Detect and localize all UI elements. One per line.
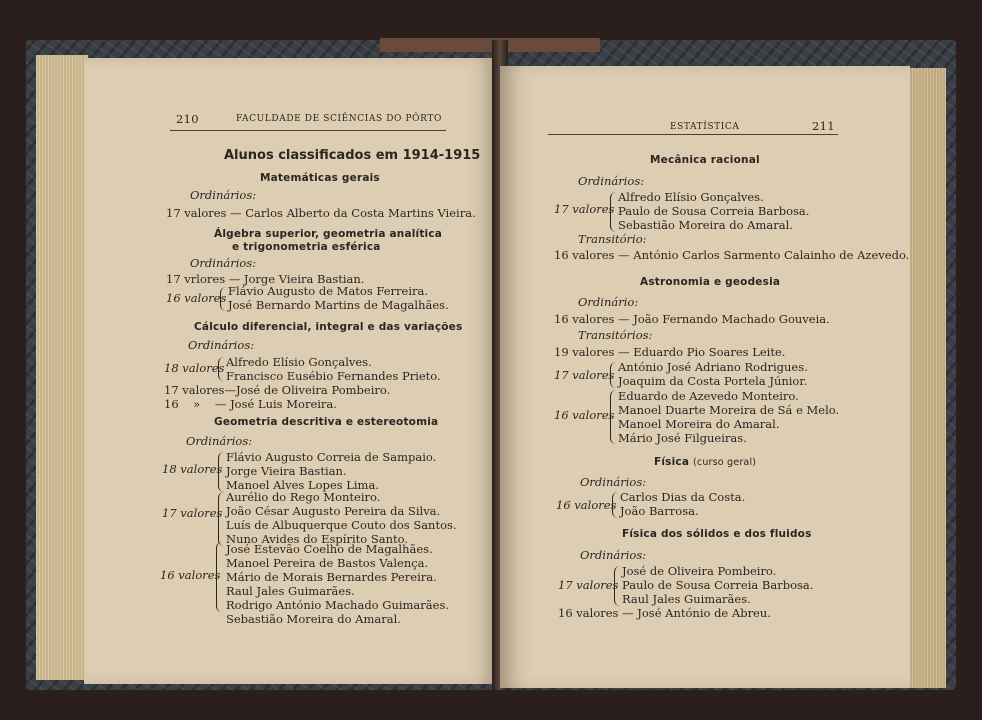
- brace: [216, 542, 222, 612]
- page-number-right: 211: [812, 119, 835, 133]
- page-title: Alunos classificados em 1914-1915: [224, 148, 481, 163]
- student-name: João César Augusto Pereira da Silva.: [226, 504, 441, 518]
- book-spine-band: [380, 38, 600, 52]
- grade-line: 16 valores — José António de Abreu.: [558, 606, 771, 620]
- student-name: Manoel Duarte Moreira de Sá e Melo.: [618, 403, 840, 417]
- page-edges-right: [906, 68, 946, 688]
- brace: [610, 390, 616, 444]
- header-rule-left: [170, 130, 446, 131]
- category-label: Ordinários:: [190, 256, 257, 270]
- grade-label: 16 valores: [160, 568, 221, 582]
- brace: [218, 452, 224, 492]
- brace: [610, 362, 616, 388]
- student-name: Manoel Alves Lopes Lima.: [226, 478, 379, 492]
- page-number-left: 210: [176, 112, 199, 126]
- student-name: Aurélio do Rego Monteiro.: [226, 490, 381, 504]
- grade-line: 17 valores — Carlos Alberto da Costa Martins Vieira.: [166, 206, 476, 220]
- grade-label: 18 valores: [164, 361, 225, 375]
- student-name: José Bernardo Martins de Magalhães.: [228, 298, 449, 312]
- student-name: Joaquim da Costa Portela Júnior.: [618, 374, 808, 388]
- section-heading: Física dos sólidos e dos fluidos: [622, 528, 812, 540]
- brace: [218, 492, 224, 546]
- student-name: Flávio Augusto de Matos Ferreira.: [228, 284, 429, 298]
- category-label: Ordinários:: [580, 548, 647, 562]
- student-name: Raul Jales Guimarães.: [226, 584, 355, 598]
- student-name: Flávio Augusto Correia de Sampaio.: [226, 450, 437, 464]
- grade-line: 16 valores — João Fernando Machado Gouveia.: [554, 312, 830, 326]
- grade-label: 16 valores: [554, 408, 615, 422]
- grade-label: 17 valores: [554, 368, 615, 382]
- section-heading-text: Física: [654, 456, 690, 468]
- student-name: Francisco Eusébio Fernandes Prieto.: [226, 369, 441, 383]
- student-name: Carlos Dias da Costa.: [620, 490, 746, 504]
- grade-line: 16 valores — António Carlos Sarmento Calainho de Azevedo.: [554, 248, 910, 262]
- grade-label: 17 valores: [162, 506, 223, 520]
- section-heading-note: (curso geral): [693, 457, 757, 468]
- student-name: Rodrigo António Machado Guimarães.: [226, 598, 450, 612]
- student-name: Manoel Moreira do Amaral.: [618, 417, 780, 431]
- grade-label: 17 valores: [554, 202, 615, 216]
- grade-label: 18 valores: [162, 462, 223, 476]
- student-name: Jorge Vieira Bastian.: [226, 464, 347, 478]
- category-label: Ordinários:: [186, 434, 253, 448]
- section-heading: [654, 456, 756, 468]
- student-name: Raul Jales Guimarães.: [622, 592, 751, 606]
- right-page: [500, 66, 910, 688]
- brace: [614, 566, 620, 606]
- category-label: Ordinários:: [580, 475, 647, 489]
- grade-label: 16 valores: [166, 291, 227, 305]
- section-heading: Astronomia e geodesia: [640, 276, 781, 288]
- brace: [220, 287, 226, 311]
- student-name: Nuno Avides do Espírito Santo.: [226, 532, 408, 546]
- brace: [612, 492, 618, 518]
- student-name: José de Oliveira Pombeiro.: [622, 564, 777, 578]
- section-heading: Cálculo diferencial, integral e das variações: [194, 321, 463, 333]
- student-name: Luís de Albuquerque Couto dos Santos.: [226, 518, 457, 532]
- section-heading: Álgebra superior, geometria analítica: [214, 228, 443, 240]
- student-name: José Estevão Coelho de Magalhães.: [226, 542, 433, 556]
- category-label: Ordinários:: [190, 188, 257, 202]
- page-edges-left: [36, 55, 88, 680]
- student-name: Eduardo de Azevedo Monteiro.: [618, 389, 799, 403]
- grade-line: 17 valores—José de Oliveira Pombeiro.: [164, 383, 391, 397]
- section-heading: Matemáticas gerais: [260, 172, 380, 184]
- brace: [610, 192, 616, 232]
- category-label: Transitórios:: [578, 328, 653, 342]
- category-label: Ordinários:: [578, 174, 645, 188]
- category-label: Transitório:: [578, 232, 647, 246]
- student-name: Mário de Morais Bernardes Pereira.: [226, 570, 437, 584]
- grade-line: 17 vrlores — Jorge Vieira Bastian.: [166, 272, 365, 286]
- student-name: Paulo de Sousa Correia Barbosa.: [618, 204, 810, 218]
- student-name: António José Adriano Rodrigues.: [618, 360, 808, 374]
- student-name: Sebastião Moreira do Amaral.: [226, 612, 401, 626]
- grade-line: 16 » — José Luis Moreira.: [164, 397, 337, 411]
- running-head-right: ESTATÍSTICA: [670, 122, 740, 132]
- category-label: Ordinário:: [578, 295, 639, 309]
- student-name: Paulo de Sousa Correia Barbosa.: [622, 578, 814, 592]
- section-heading: Geometria descritiva e estereotomia: [214, 416, 439, 428]
- student-name: João Barrosa.: [620, 504, 699, 518]
- student-name: Sebastião Moreira do Amaral.: [618, 218, 793, 232]
- grade-label: 16 valores: [556, 498, 617, 512]
- student-name: Manoel Pereira de Bastos Valença.: [226, 556, 429, 570]
- brace: [218, 357, 224, 381]
- grade-label: 17 valores: [558, 578, 619, 592]
- left-page: [84, 58, 498, 684]
- running-head-left: FACULDADE DE SCIÊNCIAS DO PÔRTO: [236, 114, 442, 124]
- student-name: Alfredo Elísio Gonçalves.: [618, 190, 764, 204]
- grade-line: 19 valores — Eduardo Pio Soares Leite.: [554, 345, 786, 359]
- section-heading: Mecânica racional: [650, 154, 760, 166]
- category-label: Ordinários:: [188, 338, 255, 352]
- student-name: Alfredo Elísio Gonçalves.: [226, 355, 372, 369]
- section-heading-cont: e trigonometria esférica: [232, 241, 381, 253]
- header-rule-right: [548, 134, 838, 135]
- student-name: Mário José Filgueiras.: [618, 431, 747, 445]
